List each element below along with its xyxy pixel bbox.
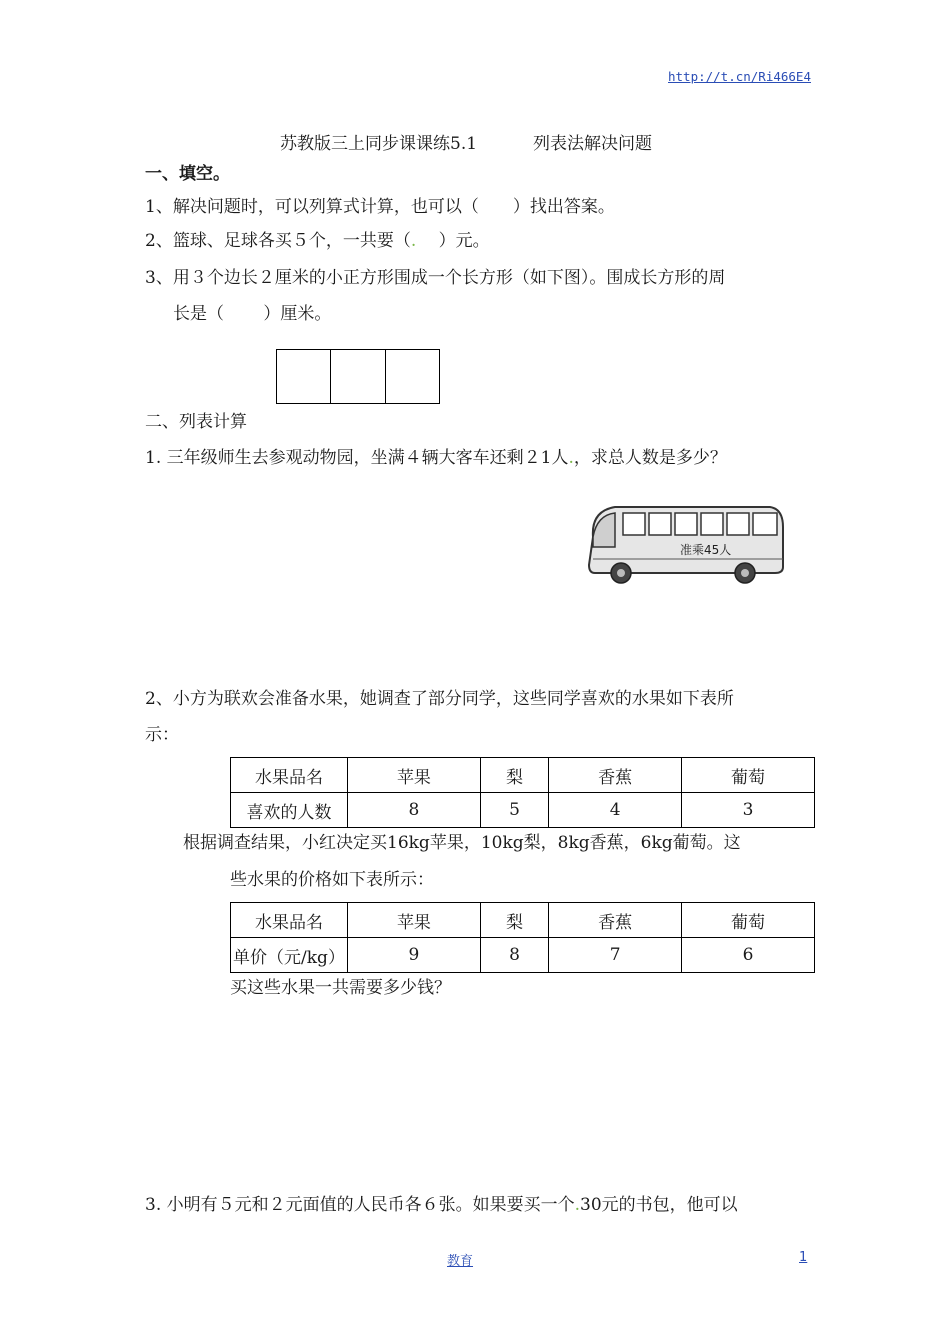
title-left: 苏教版三上同步课课练5.1 <box>280 134 478 154</box>
table-cell: 9 <box>348 938 481 973</box>
section2-heading: 二、列表计算 <box>145 412 247 432</box>
q2-text-b: ）元。 <box>416 231 490 251</box>
square-1 <box>277 350 331 403</box>
table-cell: 梨 <box>480 903 548 938</box>
bus-label: 准乘45人 <box>680 543 732 557</box>
section2-question-2-ask: 买这些水果一共需要多少钱？ <box>230 978 451 998</box>
section2-question-2-mid-line1: 根据调查结果，小红决定买16kg苹果，10kg梨，8kg香蕉，6kg葡萄。这 <box>183 833 741 853</box>
table-cell: 葡萄 <box>682 758 815 793</box>
header-url-link[interactable]: http://t.cn/Ri466E4 <box>668 69 811 84</box>
table-cell: 水果品名 <box>231 903 348 938</box>
s2q3-green-dot: . <box>574 1195 581 1215</box>
s2q3-text-b: 30元的书包，他可以 <box>580 1195 738 1215</box>
fruit-price-table <box>230 902 815 973</box>
square-2 <box>331 350 385 403</box>
table-cell: 7 <box>549 938 682 973</box>
table-cell: 4 <box>549 793 682 828</box>
section1-question-2 <box>145 230 490 252</box>
square-3 <box>386 350 439 403</box>
page-title <box>280 129 652 154</box>
three-squares-figure <box>276 349 440 404</box>
q2-text-a: 2、篮球、足球各买５个，一共要（ <box>145 231 411 251</box>
section1-question-3-line2: 长是（ ）厘米。 <box>173 304 332 324</box>
s2q1-green-dot: . <box>568 448 574 468</box>
table-cell: 葡萄 <box>682 903 815 938</box>
table-cell: 香蕉 <box>549 758 682 793</box>
section2-question-2-line1: 2、小方为联欢会准备水果，她调查了部分同学，这些同学喜欢的水果如下表所 <box>145 689 734 709</box>
table-cell: 单价（元/kg） <box>231 938 348 973</box>
table-cell: 5 <box>480 793 548 828</box>
title-right: 列表法解决问题 <box>533 134 653 154</box>
table-cell: 香蕉 <box>549 903 682 938</box>
s2q1-text-b: ，求总人数是多少？ <box>573 448 727 468</box>
table-cell: 喜欢的人数 <box>231 793 348 828</box>
section1-question-1: 1、解决问题时，可以列算式计算，也可以（ ）找出答案。 <box>145 197 615 217</box>
section2-question-3 <box>145 1194 738 1216</box>
table-cell: 水果品名 <box>231 758 348 793</box>
table-cell: 梨 <box>480 758 548 793</box>
section1-heading: 一、填空。 <box>145 164 230 184</box>
footer-center-link[interactable]: 教育 <box>447 1254 474 1269</box>
table-cell: 3 <box>682 793 815 828</box>
s2q1-text-a: 1. 三年级师生去参观动物园，坐满４辆大客车还剩２1人 <box>145 448 569 468</box>
s2q3-text-a: 3. 小明有５元和２元面值的人民币各６张。如果要买一个 <box>145 1195 575 1215</box>
table-cell: 6 <box>682 938 815 973</box>
footer-page-number[interactable]: 1 <box>799 1250 808 1265</box>
table-cell: 苹果 <box>348 903 481 938</box>
section2-question-1 <box>145 447 727 469</box>
table-cell: 苹果 <box>348 758 481 793</box>
table-row <box>231 793 815 828</box>
section2-question-2-mid-line2: 些水果的价格如下表所示： <box>230 870 434 890</box>
table-cell: 8 <box>348 793 481 828</box>
table-cell: 8 <box>480 938 548 973</box>
table-row <box>231 938 815 973</box>
table-row <box>231 903 815 938</box>
table-row <box>231 758 815 793</box>
q2-green-dot: . <box>410 231 417 251</box>
section2-question-2-line2: 示： <box>145 725 179 745</box>
section1-question-3-line1: 3、用３个边长２厘米的小正方形围成一个长方形（如下图）。围成长方形的周 <box>145 268 726 288</box>
bus-illustration <box>585 497 785 587</box>
fruit-preference-table <box>230 757 815 828</box>
